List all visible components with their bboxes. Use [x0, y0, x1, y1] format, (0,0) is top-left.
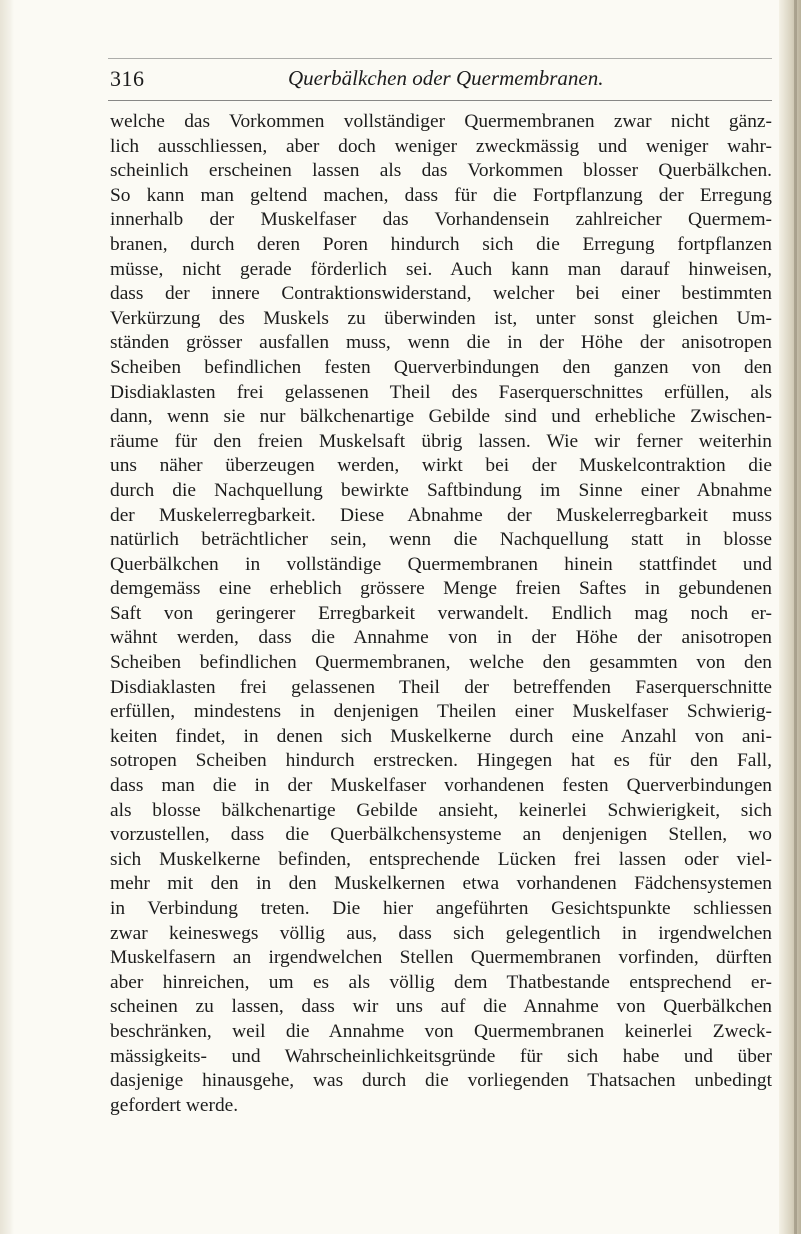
text-line: durch die Nachquellung bewirkte Saftbindung im Sinne einer Abnahme: [110, 479, 772, 501]
header-rule: [108, 100, 772, 101]
text-line: welche das Vorkommen vollständiger Quermembranen zwar nicht gänz-: [110, 111, 772, 132]
running-title: Querbälkchen oder Quermembranen.: [288, 66, 604, 90]
text-line: in Verbindung treten. Die hier angeführten Gesichtspunkte schliessen: [110, 898, 772, 919]
text-line: Verkürzung des Muskels zu überwinden ist, unter sonst gleichen Um-: [110, 307, 772, 329]
text-line: dasjenige hinausgehe, was durch die vorliegenden Thatsachen unbedingt: [110, 1070, 772, 1092]
text-line: mässigkeits- und Wahrscheinlichkeitsgründe für sich habe und über: [110, 1045, 772, 1067]
text-line: ständen grösser ausfallen muss, wenn die in der Höhe der anisotropen: [110, 332, 772, 354]
text-line: sotropen Scheiben hindurch erstrecken. Hingegen hat es für den Fall,: [110, 750, 772, 772]
text-line: lich ausschliessen, aber doch weniger zweckmässig und weniger wahr-: [110, 135, 772, 157]
text-line: Saft von geringerer Erregbarkeit verwandelt. Endlich mag noch er-: [110, 602, 772, 624]
body-text: [110, 110, 772, 1118]
text-line: Scheiben befindlichen festen Querverbindungen den ganzen von den: [110, 356, 772, 378]
text-line: aber hinreichen, um es als völlig dem Thatbestande entsprechend er-: [110, 971, 772, 993]
text-line: erfüllen, mindestens in denjenigen Theilen einer Muskelfaser Schwierig-: [110, 701, 772, 723]
text-line: wähnt werden, dass die Annahme von in der Höhe der anisotropen: [110, 627, 772, 649]
text-line: Disdiaklasten frei gelassenen Theil des Faserquerschnittes erfüllen, als: [110, 381, 772, 403]
text-line: uns näher überzeugen werden, wirkt bei der Muskelcontraktion die: [110, 455, 772, 477]
text-line: der Muskelerregbarkeit. Diese Abnahme der Muskelerregbarkeit muss: [110, 504, 772, 526]
text-line: demgemäss eine erheblich grössere Menge freien Saftes in gebundenen: [110, 578, 772, 600]
text-line: beschränken, weil die Annahme von Quermembranen keinerlei Zweck-: [110, 1020, 772, 1042]
text-line: als blosse bälkchenartige Gebilde ansieht, keinerlei Schwierigkeit, sich: [110, 799, 772, 821]
text-line: Scheiben befindlichen Quermembranen, welche den gesammten von den: [110, 652, 772, 674]
top-rule: [108, 58, 772, 59]
text-line: Muskelfasern an irgendwelchen Stellen Quermembranen vorfinden, dürften: [110, 947, 772, 969]
text-line: natürlich beträchtlicher sein, wenn die Nachquellung statt in blosse: [110, 529, 772, 551]
text-line: gefordert werde.: [110, 1094, 239, 1116]
page-left-edge: [0, 0, 14, 1234]
text-line: müsse, nicht gerade förderlich sei. Auch kann man darauf hinweisen,: [110, 258, 772, 280]
text-line: dass der innere Contraktionswiderstand, welcher bei einer bestimmten: [110, 283, 772, 305]
text-line: dann, wenn sie nur bälkchenartige Gebilde sind und erhebliche Zwischen-: [110, 406, 772, 428]
page-header: [110, 66, 772, 96]
text-line: Disdiaklasten frei gelassenen Theil der betreffenden Faserquerschnitte: [110, 676, 772, 698]
text-line: branen, durch deren Poren hindurch sich die Erregung fortpflanzen: [110, 233, 772, 255]
text-line: mehr mit den in den Muskelkernen etwa vorhandenen Fädchensystemen: [110, 873, 772, 895]
text-line: keiten findet, in denen sich Muskelkerne durch eine Anzahl von ani-: [110, 725, 772, 747]
text-line: So kann man geltend machen, dass für die Fortpflanzung der Erregung: [110, 184, 772, 206]
text-line: innerhalb der Muskelfaser das Vorhandensein zahlreicher Quermem-: [110, 209, 772, 231]
text-line: zwar keineswegs völlig aus, dass sich gelegentlich in irgendwelchen: [110, 922, 772, 944]
text-line: dass man die in der Muskelfaser vorhandenen festen Querverbindungen: [110, 775, 772, 797]
text-line: scheinen zu lassen, dass wir uns auf die Annahme von Querbälkchen: [110, 996, 772, 1018]
text-line: sich Muskelkerne befinden, entsprechende Lücken frei lassen oder viel-: [110, 848, 772, 870]
page-right-edge: [779, 0, 801, 1234]
text-line: scheinlich erscheinen lassen als das Vorkommen blosser Querbälkchen.: [110, 160, 772, 182]
text-line: Querbälkchen in vollständige Quermembranen hinein stattfindet und: [110, 553, 772, 575]
text-line: vorzustellen, dass die Querbälkchensysteme an denjenigen Stellen, wo: [110, 824, 772, 846]
text-line: räume für den freien Muskelsaft übrig lassen. Wie wir ferner weiterhin: [110, 430, 772, 452]
page-number: 316: [110, 66, 145, 91]
